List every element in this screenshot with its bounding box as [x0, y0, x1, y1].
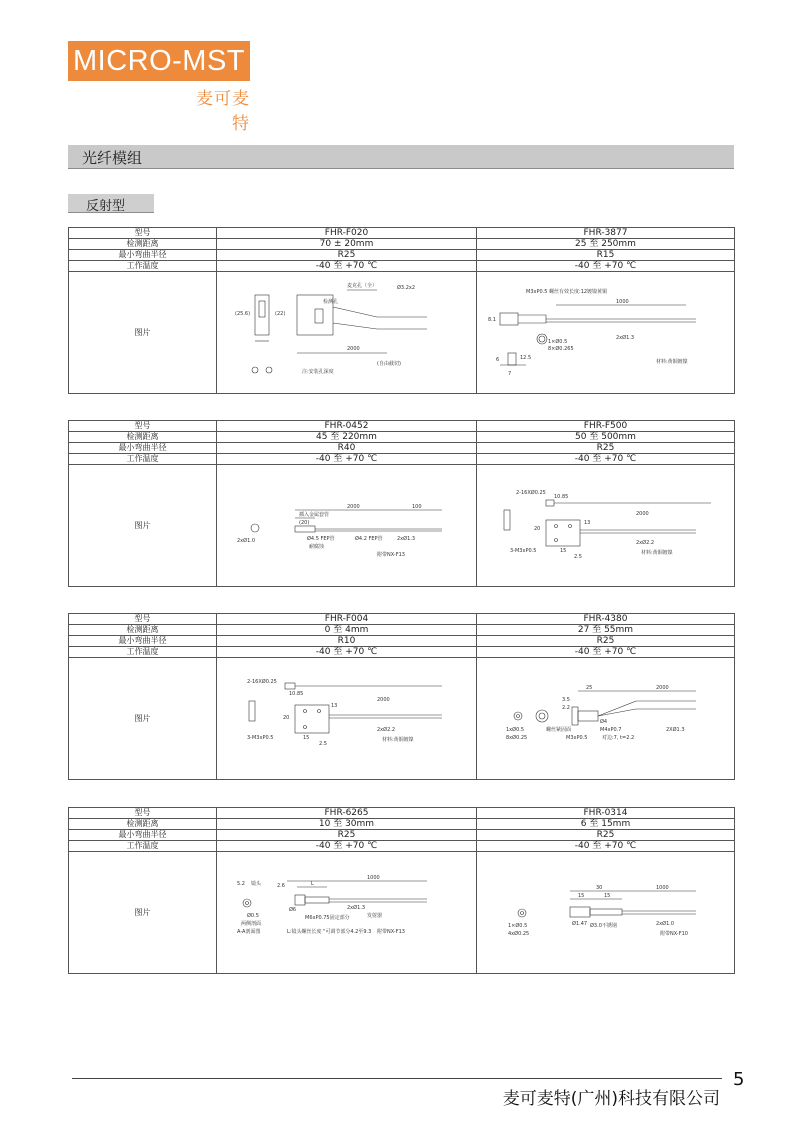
label-image: 图片	[69, 465, 217, 587]
distance-cell: 45 至 220mm	[217, 432, 477, 443]
model-cell: FHR-6265	[217, 808, 477, 819]
drawing-label: (25.6)	[234, 311, 250, 317]
label-image: 图片	[69, 852, 217, 974]
drawing-label: 2XØ1.3	[665, 727, 684, 733]
drawing-label: 8.1	[487, 317, 496, 323]
distance-cell: 10 至 30mm	[217, 819, 477, 830]
drawing-label: 15	[577, 893, 584, 899]
drawing-label: 6	[495, 357, 499, 363]
drawing-label: 7	[507, 371, 511, 377]
drawing-label: 15	[559, 548, 566, 554]
section-header	[68, 145, 734, 169]
drawing-label: Ø4	[599, 719, 607, 725]
drawing-label: 2000	[346, 504, 360, 510]
drawing-label: 13	[330, 703, 337, 709]
drawing-label: Ø4.5 FEP管	[306, 536, 335, 542]
drawing-label: 8×Ø0.265	[547, 346, 574, 352]
model-cell: FHR-0452	[217, 421, 477, 432]
dimension-drawing	[227, 275, 467, 390]
drawing-label: 2.5	[318, 741, 327, 747]
dimension-drawing	[486, 468, 726, 583]
drawing-label: 1000	[366, 875, 380, 881]
drawing-cell	[477, 852, 735, 974]
distance-cell: 50 至 500mm	[477, 432, 735, 443]
drawing-label: (22)	[274, 311, 285, 317]
label-image: 图片	[69, 272, 217, 394]
temp-cell: -40 至 +70 ℃	[477, 261, 735, 272]
drawing-cell	[217, 272, 477, 394]
footer-divider	[72, 1078, 722, 1079]
drawing-label: 10.85	[288, 691, 303, 697]
drawing-label: 3-M3xP0.5	[246, 735, 273, 741]
temp-cell: -40 至 +70 ℃	[217, 841, 477, 852]
drawing-label: Ø3.2x2	[396, 285, 415, 291]
spec-table-2	[68, 420, 735, 587]
spec-table-3	[68, 613, 735, 780]
drawing-label: M4xP0.7	[599, 727, 621, 733]
label-temperature: 工作温度	[69, 647, 217, 658]
drawing-label: 插入金属套管	[298, 512, 329, 518]
temp-cell: -40 至 +70 ℃	[477, 841, 735, 852]
drawing-label: 2000	[346, 346, 360, 352]
section-title: 光纤模组	[82, 149, 143, 167]
bend-cell: R10	[217, 636, 477, 647]
temp-cell: -40 至 +70 ℃	[477, 647, 735, 658]
drawing-label: 20	[533, 526, 540, 532]
temp-cell: -40 至 +70 ℃	[217, 454, 477, 465]
drawing-label: 2.5	[573, 554, 582, 560]
dimension-drawing	[486, 275, 726, 390]
drawing-label: 2.6	[276, 883, 285, 889]
temp-cell: -40 至 +70 ℃	[477, 454, 735, 465]
model-cell: FHR-F020	[217, 228, 477, 239]
dimension-drawing	[227, 468, 467, 583]
drawing-label: M6xP0.75固定部分	[304, 915, 350, 921]
label-model: 型号	[69, 614, 217, 625]
drawing-label: 注:安装孔深度	[301, 369, 334, 375]
drawing-label: (自由截切)	[376, 361, 401, 367]
label-distance: 检测距离	[69, 239, 217, 250]
drawing-label: 1000	[615, 299, 629, 305]
dimension-drawing	[486, 661, 726, 776]
drawing-label: M3xP0.5	[565, 735, 587, 741]
drawing-label: L:镜头螺丝长度 "可调节部分4.2至9.3	[286, 929, 371, 935]
drawing-label: 10.85	[553, 494, 568, 500]
drawing-cell	[217, 465, 477, 587]
label-distance: 检测距离	[69, 432, 217, 443]
drawing-label: 100	[411, 504, 422, 510]
drawing-label: 2-16XØ0.25	[246, 679, 277, 685]
drawing-label: 对边:7, t=2.2	[601, 735, 634, 741]
drawing-label: 2xØ1.3	[615, 335, 634, 341]
drawing-label: 两侧剖面	[240, 921, 261, 927]
drawing-label: 1×Ø0.5	[507, 923, 527, 929]
label-model: 型号	[69, 228, 217, 239]
drawing-label: 麦克孔（全）	[346, 283, 377, 289]
drawing-cell	[477, 272, 735, 394]
model-cell: FHR-3877	[477, 228, 735, 239]
drawing-label: 5.2	[236, 881, 245, 887]
bend-cell: R25	[217, 250, 477, 261]
drawing-label: 2000	[635, 511, 649, 517]
drawing-label: 2xØ2.2	[376, 727, 395, 733]
model-cell: FHR-0314	[477, 808, 735, 819]
drawing-label: Ø1.47	[571, 921, 587, 927]
label-bend-radius: 最小弯曲半径	[69, 443, 217, 454]
drawing-label: 2-16XØ0.25	[515, 490, 546, 496]
drawing-label: 2000	[655, 685, 669, 691]
drawing-label: 检测孔	[322, 299, 338, 305]
distance-cell: 25 至 250mm	[477, 239, 735, 250]
drawing-label: 螺丝紧固面	[545, 727, 571, 733]
drawing-label: 2xØ1.3	[396, 536, 415, 542]
drawing-label: 8xØ0.25	[505, 735, 527, 741]
bend-cell: R25	[477, 443, 735, 454]
temp-cell: -40 至 +70 ℃	[217, 647, 477, 658]
subsection-title: 反射型	[86, 199, 126, 214]
brand-name-cn: 麦可麦特	[196, 89, 250, 134]
drawing-label: 20	[282, 715, 289, 721]
drawing-label: Ø3.0不锈钢	[589, 923, 617, 929]
label-temperature: 工作温度	[69, 261, 217, 272]
spec-table-4	[68, 807, 735, 974]
subsection-tab	[68, 194, 154, 213]
drawing-label: 2xØ1.3	[346, 905, 365, 911]
distance-cell: 6 至 15mm	[477, 819, 735, 830]
distance-cell: 27 至 55mm	[477, 625, 735, 636]
brand-logo: MICRO-MST	[68, 41, 250, 81]
drawing-label: 3.5	[561, 697, 570, 703]
drawing-label: 15	[302, 735, 309, 741]
label-bend-radius: 最小弯曲半径	[69, 636, 217, 647]
label-distance: 检测距离	[69, 625, 217, 636]
company-name: 麦可麦特(广州)科技有限公司	[502, 1089, 720, 1109]
drawing-label: 1×Ø0.5	[547, 339, 567, 345]
drawing-label: 材料:黄铜镀镍	[655, 359, 688, 365]
label-temperature: 工作温度	[69, 841, 217, 852]
dimension-drawing	[486, 855, 726, 970]
label-image: 图片	[69, 658, 217, 780]
drawing-label: 1xØ0.5	[505, 727, 524, 733]
drawing-label: A-A剖面图	[236, 929, 260, 935]
bend-cell: R25	[477, 830, 735, 841]
drawing-label: 材料:黄铜镀镍	[381, 737, 414, 743]
drawing-label: 12.5	[519, 355, 531, 361]
distance-cell: 70 ± 20mm	[217, 239, 477, 250]
drawing-label: 2000	[376, 697, 390, 703]
drawing-label: Ø0.5	[246, 913, 259, 919]
label-model: 型号	[69, 808, 217, 819]
dimension-drawing	[227, 661, 467, 776]
drawing-label: 2xØ2.2	[635, 540, 654, 546]
model-cell: FHR-F004	[217, 614, 477, 625]
drawing-label: 4xØ0.25	[507, 931, 529, 937]
drawing-label: 2xØ1.0	[655, 921, 674, 927]
bend-cell: R25	[217, 830, 477, 841]
bend-cell: R40	[217, 443, 477, 454]
distance-cell: 0 至 4mm	[217, 625, 477, 636]
drawing-label: 15	[603, 893, 610, 899]
drawing-label: 附带NX-F13	[376, 929, 405, 935]
drawing-label: 3-M3xP0.5	[509, 548, 536, 554]
drawing-label: 1000	[655, 885, 669, 891]
model-cell: FHR-4380	[477, 614, 735, 625]
drawing-cell	[477, 465, 735, 587]
drawing-label: 耐腐蚀	[308, 544, 324, 550]
label-distance: 检测距离	[69, 819, 217, 830]
drawing-label: 25	[585, 685, 592, 691]
drawing-cell	[217, 852, 477, 974]
spec-table-1	[68, 227, 735, 394]
temp-cell: -40 至 +70 ℃	[217, 261, 477, 272]
drawing-label: 13	[583, 520, 590, 526]
drawing-label: Ø6	[288, 907, 296, 913]
drawing-label: 附带NX-F13	[376, 552, 405, 558]
drawing-label: M3xP0.5 螺丝有效长度:12镀镍黄铜	[525, 289, 607, 295]
bend-cell: R15	[477, 250, 735, 261]
drawing-cell	[477, 658, 735, 780]
drawing-label: 2xØ1.0	[236, 538, 255, 544]
drawing-label: L	[310, 881, 314, 887]
page-number: 5	[733, 1069, 745, 1090]
label-bend-radius: 最小弯曲半径	[69, 830, 217, 841]
drawing-label: 镜头	[250, 881, 261, 887]
drawing-cell	[217, 658, 477, 780]
drawing-label: 材料:黄铜镀镍	[640, 550, 673, 556]
label-model: 型号	[69, 421, 217, 432]
dimension-drawing	[227, 855, 467, 970]
drawing-label: 2.2	[561, 705, 570, 711]
drawing-label: (20)	[298, 520, 309, 526]
drawing-label: 30	[595, 885, 602, 891]
drawing-label: 附带NX-F10	[659, 931, 688, 937]
label-temperature: 工作温度	[69, 454, 217, 465]
model-cell: FHR-F500	[477, 421, 735, 432]
drawing-label: Ø4.2 FEP管	[354, 536, 383, 542]
label-bend-radius: 最小弯曲半径	[69, 250, 217, 261]
drawing-label: 发射器	[366, 913, 382, 919]
bend-cell: R25	[477, 636, 735, 647]
